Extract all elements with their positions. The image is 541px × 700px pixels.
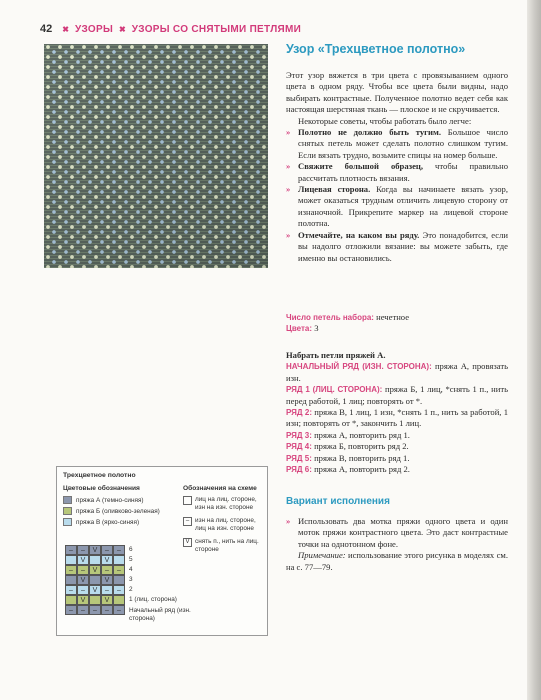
stitch-count-label: Число петель набора: bbox=[286, 313, 374, 322]
chart-cell: – bbox=[101, 605, 113, 615]
row-number: Начальный ряд (изн. сторона) bbox=[129, 607, 191, 622]
chart-cell: – bbox=[89, 605, 101, 615]
tips-intro: Некоторые советы, чтобы работать было легче: bbox=[298, 115, 472, 126]
knit-symbol-icon bbox=[183, 496, 192, 505]
chart-cell: – bbox=[113, 565, 125, 575]
color-key-a bbox=[63, 496, 144, 504]
tip-text: чтобы правильно рассчитать плотность вязания. bbox=[298, 161, 508, 183]
row-number: 1 (лиц. сторона) bbox=[129, 596, 177, 603]
pattern-title: Узор «Трехцветное полотно» bbox=[286, 42, 466, 56]
row-number: 4 bbox=[129, 566, 133, 573]
symbol-knit bbox=[183, 496, 265, 511]
row-text: пряжа Б, 1 лиц, *снять 1 п., нить перед работой, 1 лиц; повторять от *. bbox=[286, 384, 508, 406]
chart-cell bbox=[89, 595, 101, 605]
slip-symbol-icon: V bbox=[183, 538, 192, 547]
chart-cell: – bbox=[77, 565, 89, 575]
tip-item bbox=[286, 127, 508, 161]
chart-cell: V bbox=[89, 565, 101, 575]
chart-cell: – bbox=[113, 585, 125, 595]
chart-cell bbox=[113, 575, 125, 585]
color-swatch bbox=[63, 507, 72, 515]
symbols-heading: Обозначения на схеме bbox=[183, 485, 257, 492]
instruction-row bbox=[286, 361, 508, 384]
chart-cell bbox=[89, 575, 101, 585]
chart-cell: – bbox=[77, 605, 89, 615]
row-label: РЯД 3: bbox=[286, 430, 312, 440]
chart-cell bbox=[113, 555, 125, 565]
chart-cell: V bbox=[101, 595, 113, 605]
chart-cell bbox=[65, 595, 77, 605]
symbol-label: изн на лиц. стороне, лиц на изн. стороне bbox=[195, 517, 256, 532]
chart-cell: – bbox=[113, 605, 125, 615]
chart-cell: – bbox=[101, 585, 113, 595]
chart-cell: – bbox=[65, 565, 77, 575]
row-label: РЯД 1 (ЛИЦ. СТОРОНА): bbox=[286, 385, 383, 395]
tip-bold: Полотно не должно быть тугим. bbox=[298, 127, 441, 138]
header-bullet-icon: ✖ bbox=[119, 24, 126, 34]
instruction-row bbox=[286, 441, 508, 452]
note-label: Примечание: bbox=[298, 550, 346, 561]
row-text: пряжа А, повторить ряд 2. bbox=[311, 464, 410, 475]
chart-cell bbox=[65, 575, 77, 585]
variant-text bbox=[286, 516, 508, 573]
chart-cell: – bbox=[77, 585, 89, 595]
chart-cell bbox=[113, 595, 125, 605]
row-text: пряжа В, повторить ряд 1. bbox=[311, 452, 410, 463]
chart-cell: V bbox=[89, 545, 101, 555]
symbol-label: снять п., нить на лиц. стороне bbox=[195, 538, 259, 553]
tip-bold: Лицевая сторона. bbox=[298, 184, 371, 195]
swatch-shading bbox=[44, 44, 268, 268]
colors-label: Цвета: bbox=[286, 324, 313, 334]
cast-on: Набрать петли пряжей А. bbox=[286, 350, 386, 360]
section-title: УЗОРЫ bbox=[74, 23, 114, 35]
row-text: пряжа Б, повторить ряд 2. bbox=[311, 441, 409, 452]
color-label: пряжа В (ярко-синяя) bbox=[76, 518, 140, 526]
legend-title: Трехцветное полотно bbox=[63, 472, 136, 479]
row-label: РЯД 6: bbox=[286, 465, 312, 475]
symbol-label: лиц на лиц. стороне, изн на изн. стороне bbox=[195, 496, 257, 511]
color-key-b bbox=[63, 507, 160, 515]
tip-bold: Свяжите большой образец, bbox=[298, 161, 423, 172]
tip-text: Это понадобится, если вы надолго отложили вязание: вы можете забыть, где именно вы остановились. bbox=[298, 229, 509, 263]
chart-cell: V bbox=[89, 585, 101, 595]
chart-cell: – bbox=[113, 545, 125, 555]
instruction-row bbox=[286, 464, 508, 475]
chart-cell: – bbox=[77, 545, 89, 555]
note bbox=[286, 550, 508, 573]
colors-heading: Цветовые обозначения bbox=[63, 485, 140, 492]
chart-cell: – bbox=[101, 545, 113, 555]
variant-title: Вариант исполнения bbox=[286, 496, 390, 507]
chart-cell: – bbox=[65, 545, 77, 555]
tip-item bbox=[286, 184, 508, 230]
tip-bold: Отмечайте, на каком вы ряду. bbox=[298, 229, 420, 240]
chart-cell: – bbox=[65, 605, 77, 615]
symbol-purl bbox=[183, 517, 265, 532]
row-label: РЯД 4: bbox=[286, 442, 312, 452]
page-edge bbox=[527, 0, 541, 700]
chart-cell: V bbox=[77, 555, 89, 565]
chart-cell: V bbox=[101, 555, 113, 565]
row-text: пряжа А, провязать изн. bbox=[286, 361, 509, 383]
color-key-c bbox=[63, 518, 139, 526]
row-label: РЯД 2: bbox=[286, 408, 313, 418]
header-bullet-icon: ✖ bbox=[62, 24, 69, 34]
chart-cell bbox=[65, 555, 77, 565]
instruction-row bbox=[286, 384, 508, 407]
row-number: 2 bbox=[129, 586, 133, 593]
running-header bbox=[40, 22, 301, 36]
color-label: пряжа А (темно-синяя) bbox=[76, 496, 144, 504]
pattern-specs bbox=[286, 312, 409, 335]
tips-list bbox=[286, 127, 508, 264]
subsection-title: УЗОРЫ СО СНЯТЫМИ ПЕТЛЯМИ bbox=[131, 23, 302, 35]
chart-cell: – bbox=[65, 585, 77, 595]
stitch-count-value: нечетное bbox=[376, 312, 410, 322]
chart-legend-box bbox=[56, 466, 268, 636]
color-label: пряжа Б (оливково-зеленая) bbox=[76, 507, 160, 515]
chart-cell: V bbox=[77, 575, 89, 585]
color-swatch bbox=[63, 496, 72, 504]
variant-paragraph: » Использовать два мотка пряжи одного цвета и один моток пряжи контрастного цвета. Это даст контрастные точки на однотонном фоне. bbox=[286, 516, 508, 550]
instruction-row bbox=[286, 453, 508, 464]
row-number: 3 bbox=[129, 576, 133, 583]
instructions bbox=[286, 350, 508, 475]
instruction-row bbox=[286, 407, 508, 430]
tip-text: Когда вы начинаете вязать узор, может оказаться трудным отличить лицевую сторону от изнаночной. Прикрепите маркер на лицевой стороне полотна. bbox=[298, 184, 508, 229]
chart-cell bbox=[89, 555, 101, 565]
row-text: пряжа В, 1 лиц, 1 изн, *снять 1 п., нить за работой, 1 изн; повторять от *, закончить 1 лиц. bbox=[286, 407, 508, 429]
colors-value: 3 bbox=[314, 323, 319, 334]
tip-item bbox=[286, 161, 508, 184]
chart-cell: – bbox=[101, 565, 113, 575]
row-label: РЯД 5: bbox=[286, 453, 312, 463]
intro-text bbox=[286, 70, 508, 264]
instruction-row bbox=[286, 430, 508, 441]
chart-cell: V bbox=[77, 595, 89, 605]
tip-item bbox=[286, 230, 508, 264]
purl-symbol-icon: – bbox=[183, 517, 192, 526]
row-text: пряжа А, повторить ряд 1. bbox=[311, 429, 410, 440]
row-number: 6 bbox=[129, 546, 133, 553]
row-label: НАЧАЛЬНЫЙ РЯД (ИЗН. СТОРОНА): bbox=[286, 362, 432, 372]
symbol-slip bbox=[183, 538, 265, 553]
intro-paragraph: Этот узор вяжется в три цвета с провязыванием одного цвета в одном ряду. Чтобы все цвета были видны, надо выбирать контрастные. Полученное полотно ведет себя как настоящая шерстяная ткань — плоское и не скручивается. bbox=[286, 70, 508, 115]
color-swatch bbox=[63, 518, 72, 526]
page-number: 42 bbox=[40, 23, 53, 35]
note-text: использование этого рисунка в моделях см. на с. 77—79. bbox=[286, 550, 508, 572]
row-number: 5 bbox=[129, 556, 133, 563]
tip-text: Большое число снятых петель может сделать полотно слишком тугим. Если вязать трудно, возьмите спицы на номер больше. bbox=[298, 127, 508, 160]
chart-cell: V bbox=[101, 575, 113, 585]
